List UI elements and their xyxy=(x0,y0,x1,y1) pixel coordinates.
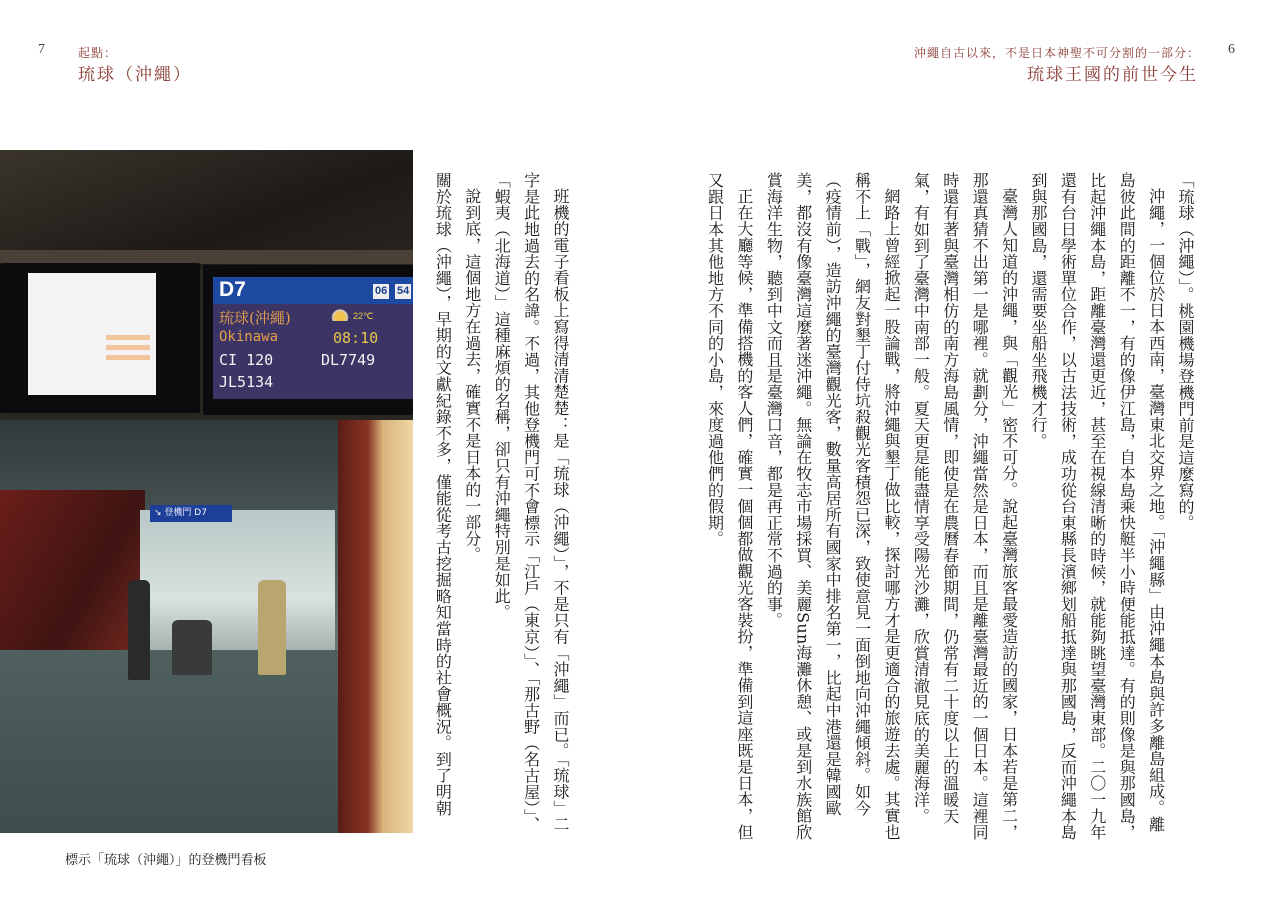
clock-hour: 06 xyxy=(375,285,388,297)
clock-minute: 54 xyxy=(397,285,410,297)
gate-direction-sign: ↘ 登機門 D7 xyxy=(150,505,232,522)
departure-time: 08:10 xyxy=(333,329,379,347)
flight-number: JL5134 xyxy=(219,373,274,391)
paragraph: 網路上曾經掀起一股論戰，將沖繩與墾丁做比較，探討哪方才是更適合的旅遊去處。其實也稱不上「戰」，網友對墾丁付侍坑殺觀光客積怨已深，致使意見一面倒地向沖繩傾斜。如今（疫情前），造訪沖繩的臺灣觀光客，數量高居所有國家中排名第一，比起中港還是韓國歐美，都沒有像臺灣這麼著迷沖繩。無論在牧志市場採買、美麗Sun海灘休憩、或是到水族館欣賞海洋生物，聽到中文而且是臺灣口音，都是再正常不過的事。 xyxy=(764,172,901,841)
paragraph: 臺灣人知道的沖繩，與「觀光」密不可分。說起臺灣旅客最愛造訪的國家，日本若是第二，那還真猜不出第一是哪裡。就劃分，沖繩當然是日本，而且是離臺灣最近的一個日本。這裡同時還有著與臺灣相仿的南方海島風情，即使是在農曆春節期間，仍常有二十度以上的溫暖天氣，有如到了臺灣中南部一般。夏天更是能盡情享受陽光沙灘，欣賞清澈見底的美麗海洋。 xyxy=(911,172,1019,841)
destination-zh: 琉球(沖繩) xyxy=(219,309,291,327)
gate-screen-header xyxy=(213,277,413,304)
photo-mural xyxy=(0,490,145,660)
photo-shop-wall xyxy=(338,420,413,833)
photo-caption: 標示「琉球（沖繩）」的登機門看板 xyxy=(65,853,267,868)
photo-window xyxy=(140,510,335,660)
paragraph: 關於琉球（沖繩），早期的文獻紀錄不多，僅能從考古挖掘略知當時的社會概況。到了明朝 xyxy=(433,172,453,816)
temperature: 22℃ xyxy=(353,311,374,321)
right-header-title: 琉球王國的前世今生 xyxy=(1027,65,1198,85)
gate-monitor xyxy=(203,265,413,415)
info-monitor xyxy=(0,263,200,413)
photo-person xyxy=(128,580,150,680)
right-header-subtitle: 沖繩自古以來，不是日本神聖不可分割的一部分： xyxy=(913,46,1200,60)
info-screen xyxy=(28,273,156,395)
destination-en: Okinawa xyxy=(219,329,279,345)
paragraph: 沖繩，一個位於日本西南，臺灣東北交界之地。「沖繩縣」由沖繩本島與許多離島組成。離島彼此間的距離不一，有的像伊江島，自本島乘快艇半小時便能抵達。有的則像是與那國島，比起沖繩本島，距離臺灣還更近，甚至在視線清晰的時候，就能夠眺望臺灣東部。二〇一九年還有台日學術單位合作，以古法技術，成功從台東縣長濱鄉划船抵達與那國島，反而沖繩本島到與那國島，還需要坐船坐飛機才行。 xyxy=(1028,172,1166,841)
paragraph: 班機的電子看板上寫得清清楚楚：是「琉球（沖繩）」，不是只有「沖繩」而已。「琉球」二字是此地過去的名諱。不過，其他登機門可不會標示「江戶（東京）」、「那古野（名古屋）」、「蝦夷（北海道）」這種麻煩的名稱，卻只有沖繩特別是如此。 xyxy=(492,172,570,833)
right-page-number: 6 xyxy=(1228,42,1235,57)
weather-sun-cloud-icon xyxy=(331,309,349,321)
paragraph: 正在大廳等候，準備搭機的客人們，確實一個個都做觀光客裝扮，準備到這座既是日本，但又跟日本其他地方不同的小島，來度過他們的假期。 xyxy=(705,172,754,840)
gate-number: D7 xyxy=(219,278,246,301)
left-page-body xyxy=(425,172,575,844)
right-page-body xyxy=(697,172,1200,844)
paragraph: 說到底，這個地方在過去，確實不是日本的一部分。 xyxy=(462,188,482,563)
photo-stroller xyxy=(172,620,212,675)
flight-number: DL7749 xyxy=(321,351,376,369)
boarding-gate-photo xyxy=(0,150,413,833)
left-header-title: 琉球（沖繩） xyxy=(78,65,192,85)
gate-screen xyxy=(213,277,413,399)
left-header-subtitle: 起點： xyxy=(78,46,118,60)
photo-beam xyxy=(0,250,413,264)
left-page-number: 7 xyxy=(38,42,45,57)
photo-person xyxy=(258,580,286,675)
flight-number: CI 120 xyxy=(219,351,274,369)
paragraph: 「琉球（沖繩）」。桃園機場登機門前是這麼寫的。 xyxy=(1176,172,1195,531)
